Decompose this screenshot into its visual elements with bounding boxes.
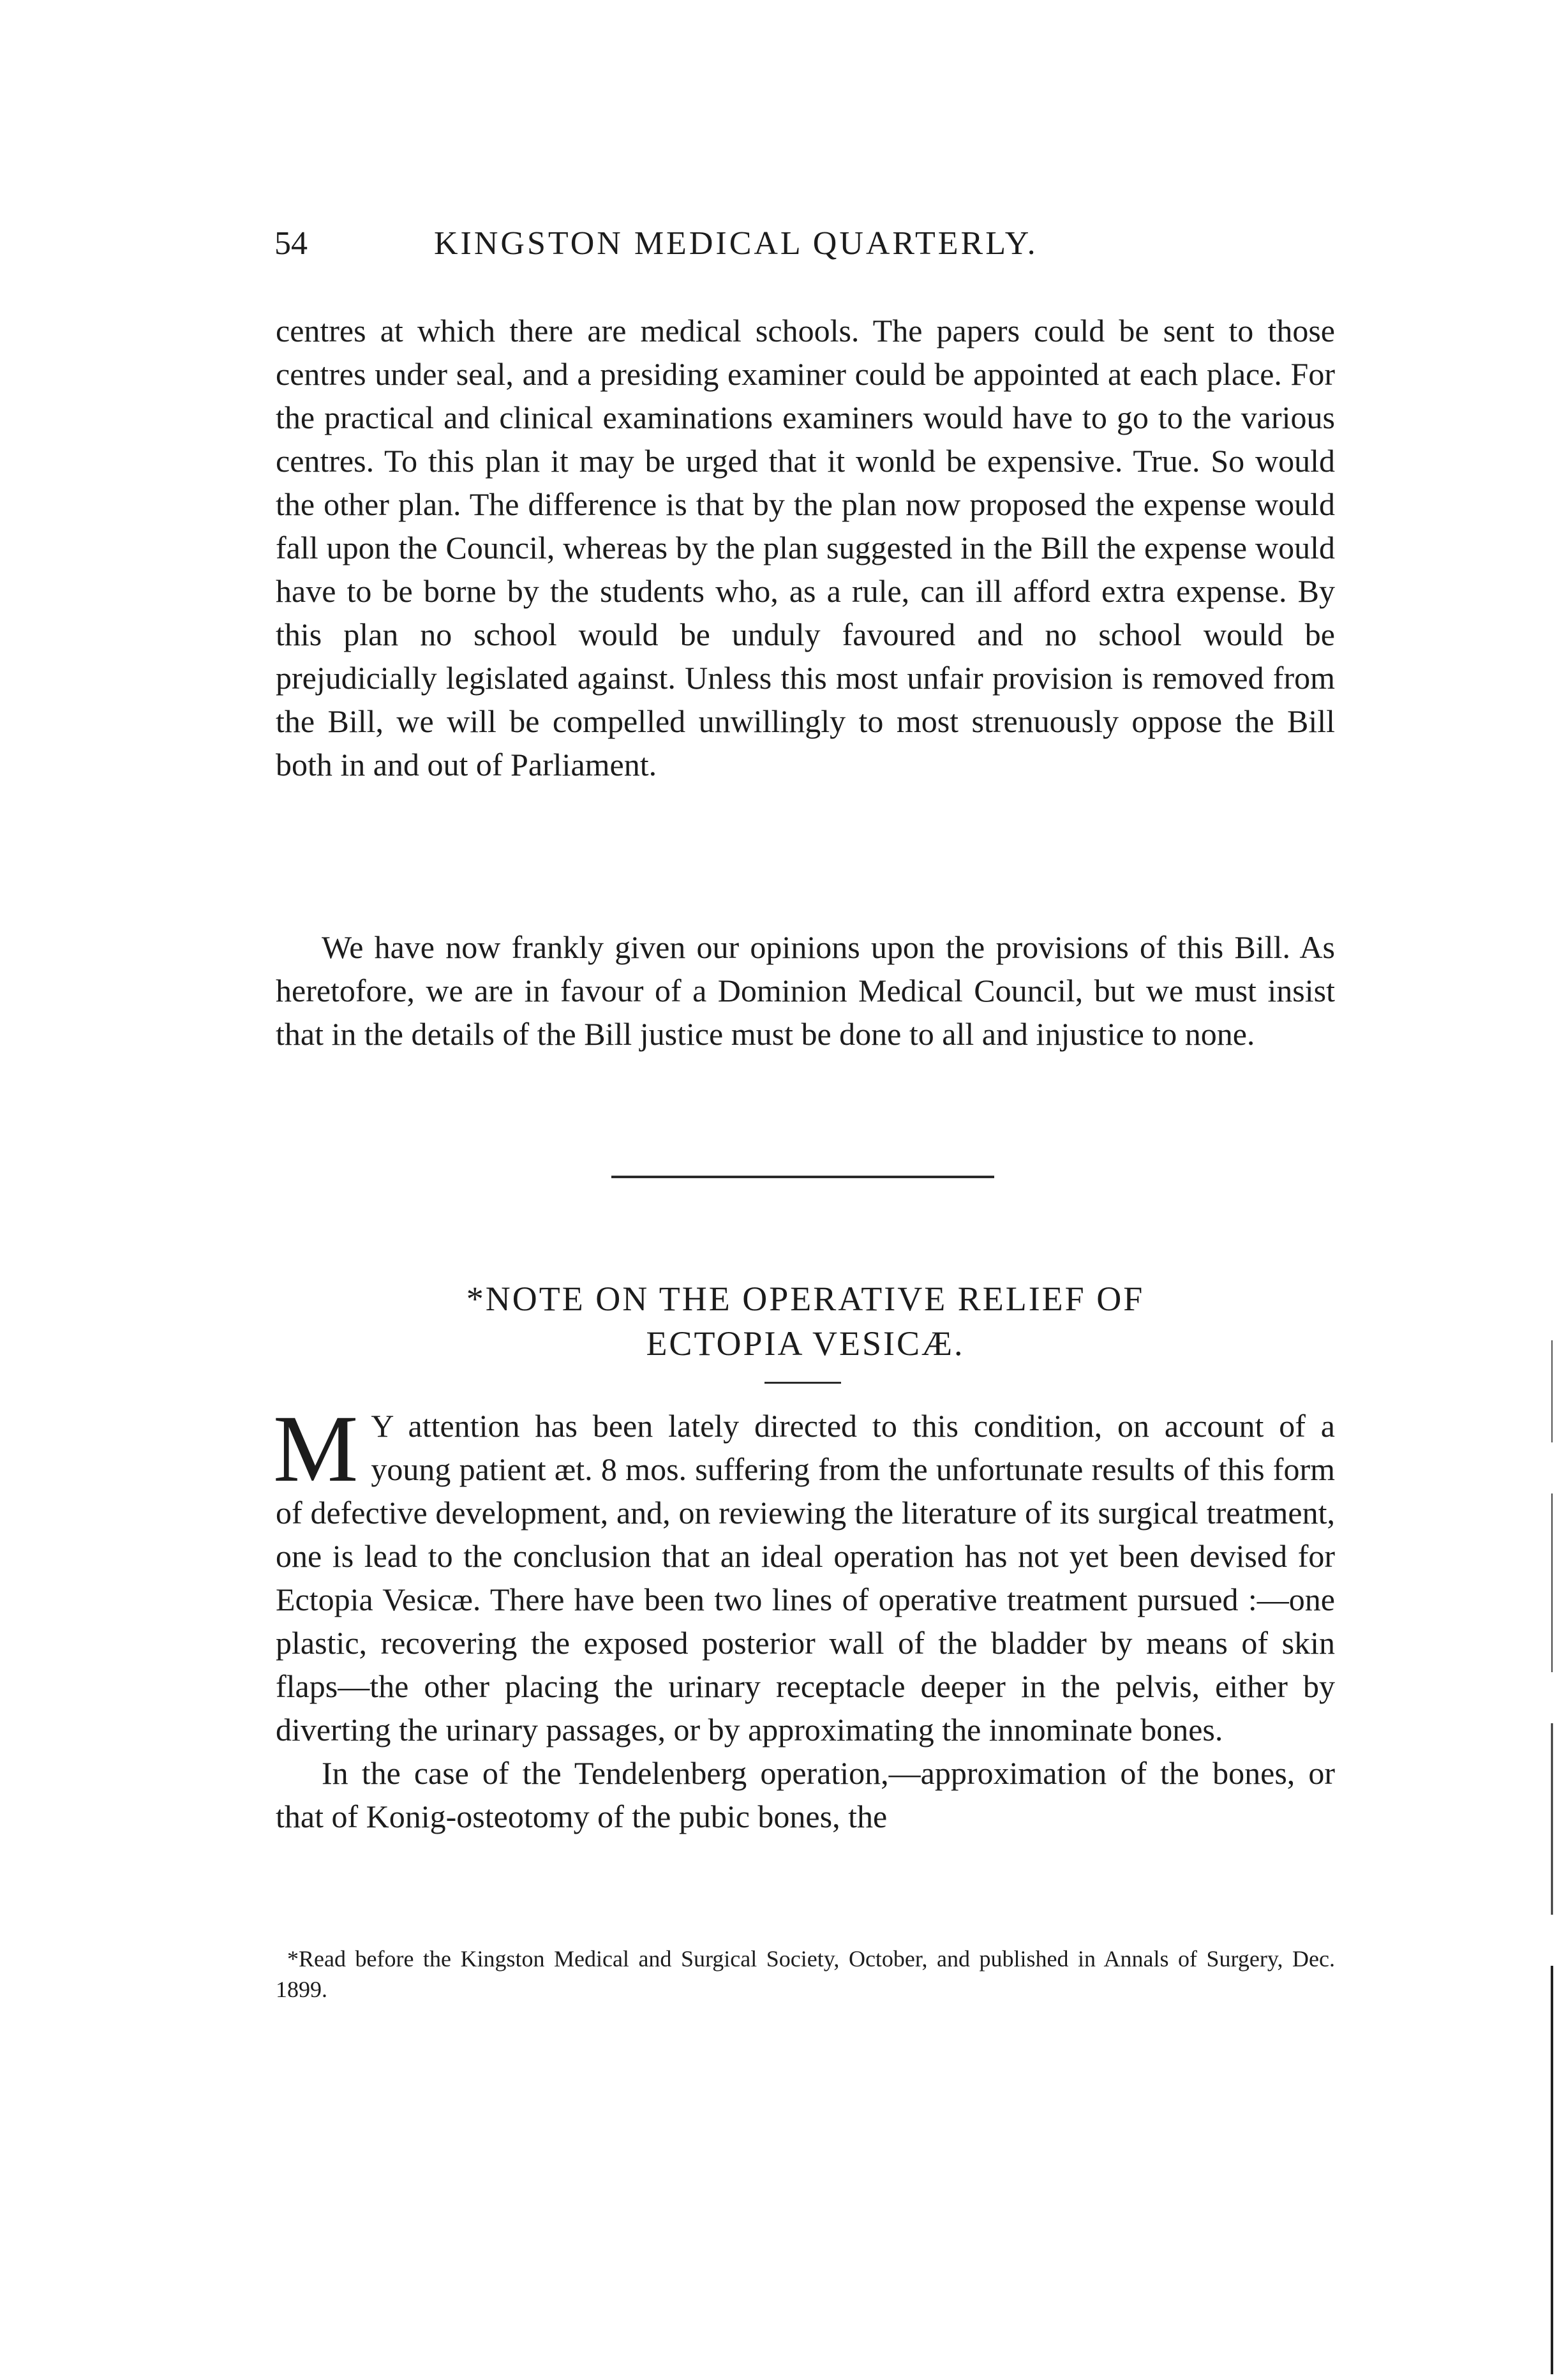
article-paragraph-1-text: Y attention has been lately directed to this condition, on account of a young patient æt. 8 mos. suffering from the unfortunate results of this form of defective development, and, on reviewing the literature of its surgical treatment, one is lead to the conclusion that an ideal operation has not yet been devised for Ectopia Vesicæ. There have been two lines of operative treatment pursued :—one plastic, recovering the exposed posterior wall of the bladder by means of skin flaps—the other placing the urinary receptacle deeper in the pelvis, either by diverting the urinary passages, or by approximating the innominate bones.	[276, 1408, 1335, 1748]
article-body	[273, 1396, 1335, 1838]
drop-cap: M	[273, 1396, 359, 1502]
article-title	[276, 1276, 1335, 1366]
page-header	[274, 225, 1334, 269]
editorial-section-closing	[276, 925, 1335, 1056]
editorial-paragraph-1: centres at which there are medical schools. The papers could be sent to those centres under seal, and a presiding examiner could be appointed at each place. For the practical and clinical examinations examiners would have to go to the various centres. To this plan it may be urged that it wonld be expensive. True. So would the other plan. The difference is that by the plan now proposed the expense would fall upon the Council, whereas by the plan suggested in the Bill the expense would have to be borne by the students who, as a rule, can ill afford extra expense. By this plan no school would be unduly favoured and no school would be prejudicially legislated against. Unless this most unfair provision is removed from the Bill, we will be compelled unwillingly to most strenuously oppose the Bill both in and out of Parliament.	[276, 313, 1335, 782]
article-title-line-2: ECTOPIA VESICÆ.	[646, 1324, 965, 1363]
page-number: 54	[274, 225, 308, 262]
running-title: KINGSTON MEDICAL QUARTERLY.	[434, 225, 1038, 262]
editorial-section	[276, 309, 1335, 786]
scan-edge-artifact	[1549, 1340, 1555, 2374]
editorial-paragraph-2: We have now frankly given our opinions upon the provisions of this Bill. As heretofore, we are in favour of a Dominion Medical Council, but we must insist that in the details of the Bill justice must be done to all and injustice to none.	[276, 929, 1335, 1052]
title-rule	[764, 1382, 841, 1384]
footnote	[276, 1943, 1335, 2005]
article-paragraph-2: In the case of the Tendelenberg operation,—approximation of the bones, or that of Konig-osteotomy of the pubic bones, the	[276, 1755, 1335, 1834]
section-divider	[611, 1176, 994, 1178]
article-title-line-1: *NOTE ON THE OPERATIVE RELIEF OF	[466, 1280, 1145, 1318]
article-paragraph-1	[273, 1396, 1335, 1751]
footnote-text: *Read before the Kingston Medical and Surgical Society, October, and published in Annals of Surgery, Dec. 1899.	[276, 1946, 1335, 2002]
